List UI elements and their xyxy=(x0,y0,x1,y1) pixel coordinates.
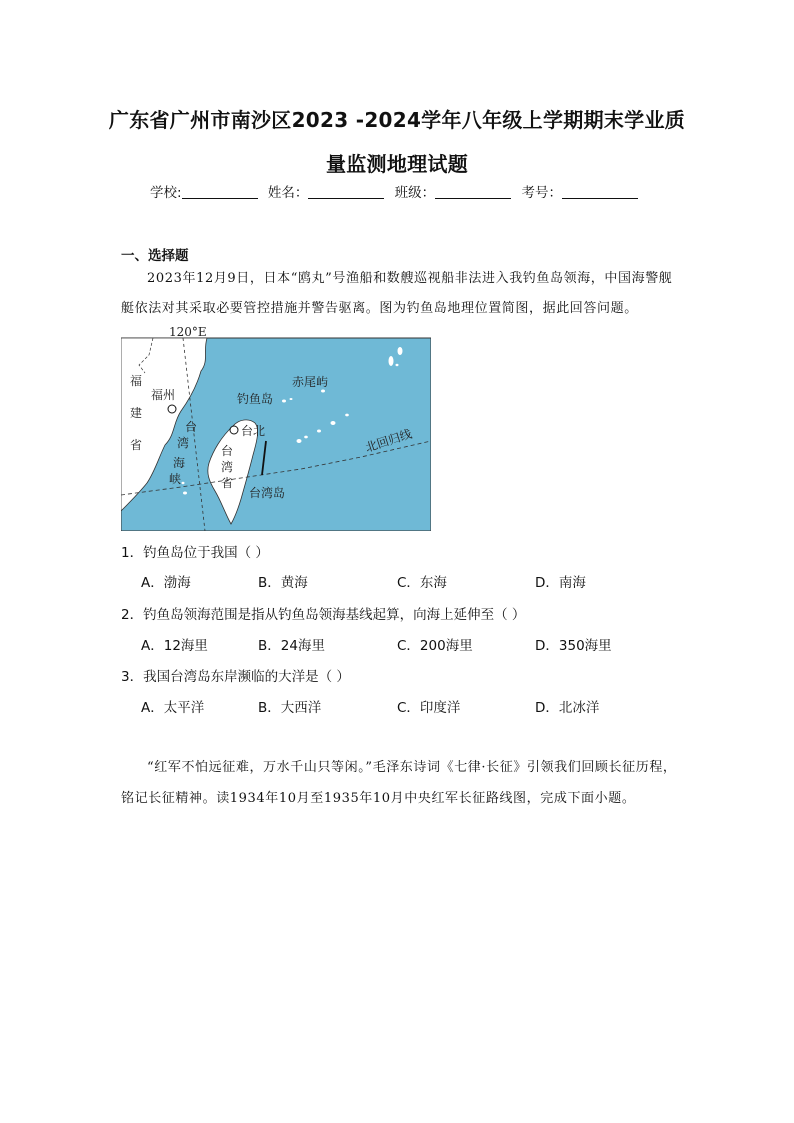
taipei-city-marker xyxy=(230,426,238,434)
question-2-options xyxy=(141,634,681,654)
q3-option-a[interactable]: A．太平洋 xyxy=(141,700,205,716)
class-label: 班级： xyxy=(394,185,436,201)
label-diaoyu: 钓鱼岛 xyxy=(237,392,274,406)
label-taipei: 台北 xyxy=(241,424,266,438)
name-label: 姓名： xyxy=(267,185,309,201)
label-strait-2: 湾 xyxy=(177,436,190,450)
school-label: 学校: xyxy=(150,185,182,201)
q1-option-b[interactable]: B．黄海 xyxy=(258,575,308,591)
section-title: 一、选择题 xyxy=(121,248,189,264)
passage-diaoyu: 2023年12月9日，日本“鸥丸”号渔船和数艘巡视船非法进入我钓鱼岛领海，中国海警舰艇依法对其采取必要管控措施并警告驱离。图为钓鱼岛地理位置简图，据此回答问题。 xyxy=(121,271,673,316)
diaoyu-location-map xyxy=(121,323,431,531)
question-1-stem: 1．钓鱼岛位于我国（ ） xyxy=(121,545,269,561)
name-blank[interactable] xyxy=(308,184,384,199)
label-province-3: 省 xyxy=(221,476,234,490)
class-blank[interactable] xyxy=(435,184,511,199)
question-3-options xyxy=(141,696,681,716)
q3-option-c[interactable]: C．印度洋 xyxy=(397,700,461,716)
longitude-label: 120°E xyxy=(169,325,207,339)
school-blank[interactable] xyxy=(182,184,258,199)
q1-option-a[interactable]: A．渤海 xyxy=(141,575,191,591)
label-fujian-1: 福 xyxy=(130,374,143,388)
exam-number-blank[interactable] xyxy=(562,184,638,199)
label-fujian-3: 省 xyxy=(130,438,143,452)
label-fujian-2: 建 xyxy=(130,406,143,420)
label-tropic: 北回归线 xyxy=(363,426,414,455)
passage-long-march: “红军不怕远征难，万水千山只等闲。”毛泽东诗词《七律·长征》引领我们回顾长征历程，铭记长征精神。读1934年10月至1935年10月中央红军长征路线图，完成下面小题。 xyxy=(121,760,677,806)
question-3-stem: 3．我国台湾岛东岸濒临的大洋是（ ） xyxy=(121,669,350,685)
q3-option-d[interactable]: D．北冰洋 xyxy=(535,700,600,716)
q1-option-c[interactable]: C．东海 xyxy=(397,575,447,591)
question-1-options xyxy=(141,571,681,591)
q2-option-c[interactable]: C．200海里 xyxy=(397,638,473,654)
label-strait-1: 台 xyxy=(185,420,198,434)
q2-option-a[interactable]: A．12海里 xyxy=(141,638,208,654)
student-info-line xyxy=(0,181,794,201)
q3-option-b[interactable]: B．大西洋 xyxy=(258,700,322,716)
label-province-1: 台 xyxy=(221,444,234,458)
q2-option-b[interactable]: B．24海里 xyxy=(258,638,325,654)
label-taiwan-island: 台湾岛 xyxy=(249,486,286,500)
q1-option-d[interactable]: D．南海 xyxy=(535,575,586,591)
label-strait-3: 海 xyxy=(173,456,186,470)
document-title-line2: 量监测地理试题 xyxy=(325,152,469,176)
label-fuzhou: 福州 xyxy=(151,388,176,402)
document-title-line1: 广东省广州市南沙区2023 -2024学年八年级上学期期末学业质 xyxy=(108,108,686,132)
q2-option-d[interactable]: D．350海里 xyxy=(535,638,612,654)
exam-number-label: 考号： xyxy=(521,185,562,201)
label-strait-4: 峡 xyxy=(169,472,182,486)
label-province-2: 湾 xyxy=(221,460,234,474)
fuzhou-city-marker xyxy=(168,405,176,413)
label-chiwei: 赤尾屿 xyxy=(292,375,329,389)
question-2-stem: 2．钓鱼岛领海范围是指从钓鱼岛领海基线起算，向海上延伸至（ ） xyxy=(121,607,526,623)
